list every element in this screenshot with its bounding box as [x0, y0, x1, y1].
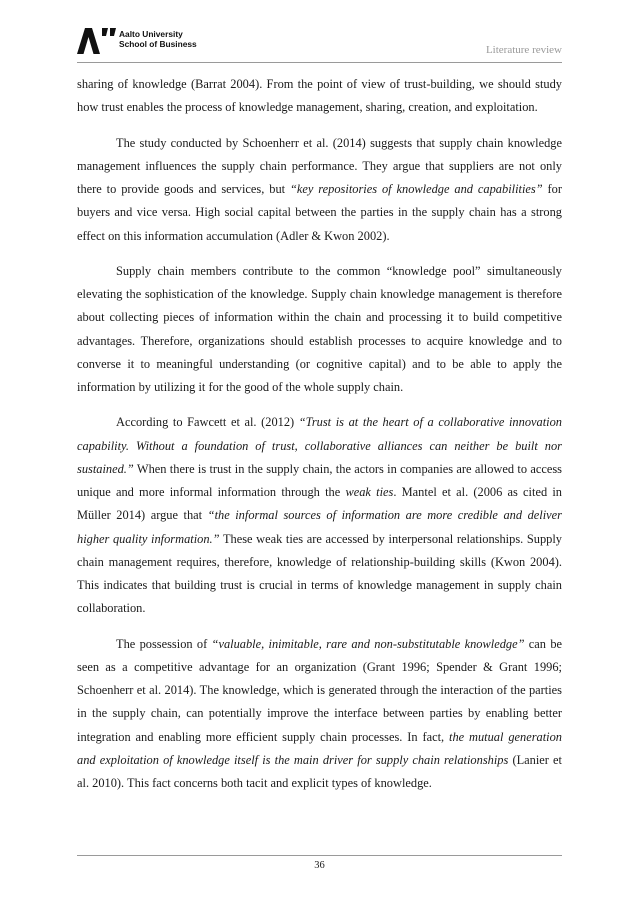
italic-text: “key repositories of knowledge and capabilities” — [290, 182, 543, 196]
aalto-logo — [77, 26, 197, 56]
page-footer — [77, 855, 562, 875]
italic-text: weak ties — [345, 485, 394, 499]
text-run: Supply chain members contribute to the common “knowledge pool” simultaneously elevating the sophistication of the knowledge. Supply chain knowledge management is therefore about collecting pieces of information within the chain and processing it to build competitive advantages. Therefore, organizations should establish processes to acquire knowledge and to converse it to meaningful understanding (or cognitive capital) and to be able to apply the information by utilizing it for the good of the whole supply chain. — [77, 263, 562, 394]
paragraph — [77, 411, 562, 620]
italic-text: “Trust is at the heart of a collaborative innovation capability. Without a foundation of trust, collaborative alliances can neither be built nor sustained.” — [77, 415, 562, 476]
page-number: 36 — [314, 860, 325, 871]
paragraph — [77, 260, 562, 400]
paragraph — [77, 73, 562, 120]
text-run: These weak ties are accessed by interpersonal relationships. Supply chain management requires, therefore, knowledge of relationship-building skills (Kwon 2004). This indicates that building trust is crucial in terms of knowledge management in supply chain collaboration. — [77, 531, 562, 616]
logo-line-university: Aalto University — [119, 29, 183, 39]
footer-rule — [77, 855, 562, 856]
logo-wordmark — [119, 30, 197, 49]
paragraph — [77, 633, 562, 796]
text-run: sharing of knowledge (Barrat 2004). From the point of view of trust-building, we should study how trust enables the process of knowledge management, sharing, creation, and exploitation. — [77, 77, 562, 115]
header-rule — [77, 62, 562, 63]
text-run: When there is trust in the supply chain, the actors in companies are allowed to access unique and more informal information through the — [77, 461, 562, 499]
text-run: The study conducted by Schoenherr et al. (2014) suggests that supply chain knowledge management influences the supply chain performance. They argue that suppliers are not only there to provide goods and services, but — [77, 135, 562, 196]
logo-line-school: School of Business — [119, 38, 197, 49]
body-text — [77, 73, 562, 795]
text-run: According to Fawcett et al. (2012) — [116, 415, 299, 430]
text-run: (Lanier et al. 2010). This fact concerns both tacit and explicit types of knowledge. — [77, 752, 562, 790]
text-run: for buyers and vice versa. High social capital between the parties in the supply chain has a strong effect on this information accumulation (Adler & Kwon 2002). — [77, 182, 563, 243]
text-run: . Mantel et al. (2006 as cited in Müller 2014) argue that — [77, 485, 562, 523]
italic-text: the mutual generation and exploitation of knowledge itself is the main driver for supply chain relationships — [77, 729, 562, 767]
text-run: can be seen as a competitive advantage for an organization (Grant 1996; Spender & Grant 1996; Schoenherr et al. 2014). The knowledge, which is generated through the interaction of the parties in the supply chain, can potentially improve the interface between parties by enabling better integration and enabling more efficient supply chain processes. In fact, — [77, 636, 563, 744]
paragraph — [77, 132, 562, 248]
text-run: The possession of — [116, 636, 212, 651]
running-header-title: Literature review — [485, 44, 562, 56]
page-header — [77, 26, 562, 64]
aalto-logo-mark — [77, 28, 117, 54]
italic-text: “valuable, inimitable, rare and non-substitutable knowledge” — [211, 636, 525, 651]
italic-text: “the informal sources of information are more credible and deliver higher quality information.” — [77, 508, 562, 546]
